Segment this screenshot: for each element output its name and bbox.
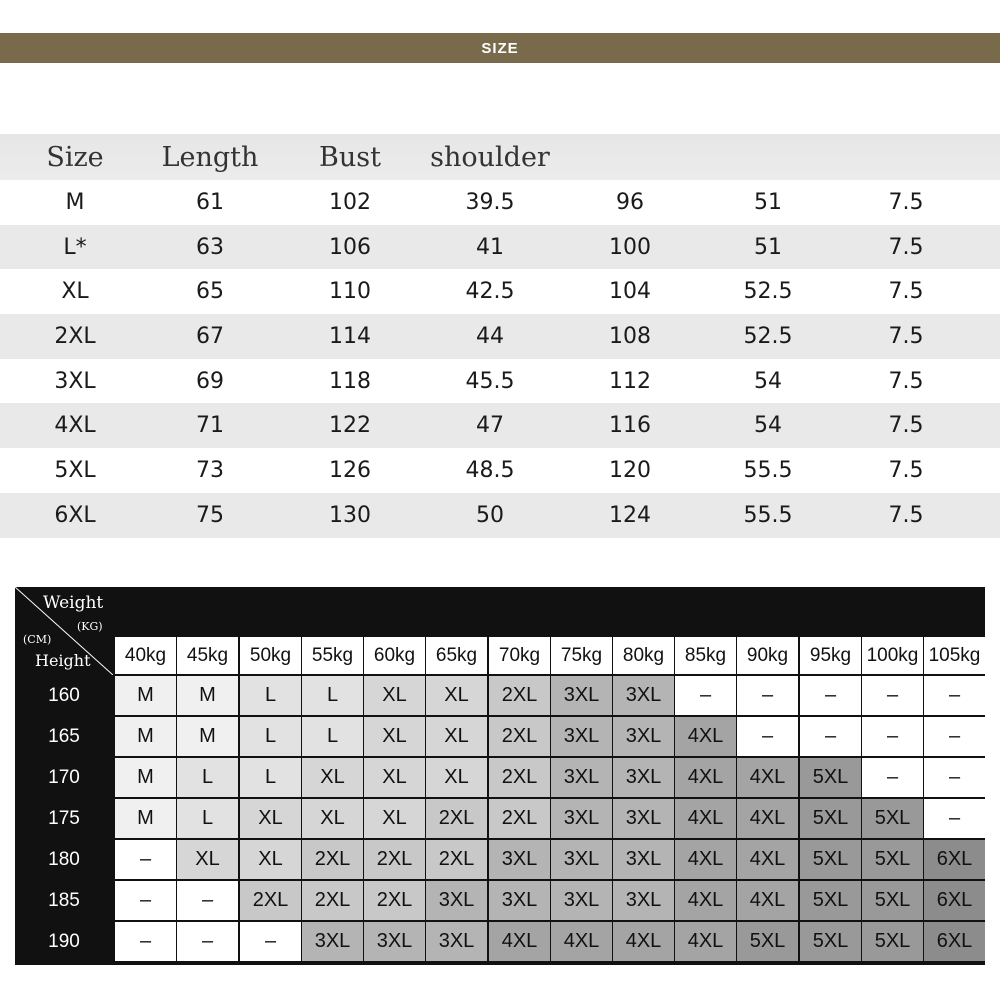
size-recommendation-cell: 3XL [613,881,674,920]
size-cell: 7.5 [888,189,924,215]
weight-header-cell: 105kg [924,637,985,674]
height-header-cell: 180 [15,840,113,879]
size-recommendation-cell: – [177,922,238,961]
size-header-cell: Size [46,141,104,173]
size-cell: 110 [329,279,371,305]
size-cell: 7.5 [888,279,924,305]
size-cell: 52.5 [743,279,793,305]
size-row [0,225,1000,270]
corner-kg-label: (KG) [77,620,103,633]
size-cell: 6XL [54,502,96,528]
size-cell: 67 [196,323,224,349]
size-cell: 100 [609,234,651,260]
height-header-cell: 160 [15,676,113,715]
size-cell: 50 [476,502,504,528]
size-recommendation-cell: XL [364,717,425,756]
size-recommendation-cell: L [240,758,301,797]
size-recommendation-cell: L [177,799,238,838]
size-recommendation-cell: 2XL [426,840,487,879]
size-recommendation-cell: 5XL [800,799,861,838]
weight-header-cell: 75kg [551,637,612,674]
size-recommendation-cell: 5XL [800,758,861,797]
size-cell: M [65,189,85,215]
size-recommendation-cell: XL [426,717,487,756]
size-cell: 7.5 [888,413,924,439]
size-recommendation-cell: 4XL [737,881,798,920]
weight-header-cell: 100kg [862,637,923,674]
size-cell: 42.5 [465,279,515,305]
size-recommendation-cell: 2XL [240,881,301,920]
weight-header-cell: 90kg [737,637,798,674]
size-recommendation-cell: – [800,676,861,715]
size-recommendation-cell: XL [302,799,363,838]
size-row [0,359,1000,404]
size-recommendation-cell: 3XL [489,881,550,920]
weight-header-cell: 60kg [364,637,425,674]
size-cell: L* [63,234,87,260]
size-recommendation-cell: L [177,758,238,797]
size-recommendation-cell: 5XL [737,922,798,961]
size-recommendation-cell: M [115,676,176,715]
size-recommendation-cell: – [800,717,861,756]
size-cell: 54 [754,368,782,394]
corner-height-label: Height [35,651,91,670]
size-cell: 130 [329,502,371,528]
size-recommendation-cell: XL [364,799,425,838]
size-recommendation-cell: – [862,717,923,756]
size-recommendation-cell: 4XL [551,922,612,961]
size-recommendation-cell: 2XL [302,881,363,920]
height-header-cell: 175 [15,799,113,838]
size-recommendation-cell: 5XL [800,840,861,879]
size-cell: 7.5 [888,234,924,260]
size-recommendation-cell: 5XL [862,922,923,961]
size-recommendation-cell: – [862,758,923,797]
size-recommendation-cell: M [177,676,238,715]
size-cell: 45.5 [465,368,515,394]
size-cell: XL [61,279,89,305]
size-recommendation-cell: 2XL [364,840,425,879]
size-cell: 108 [609,323,651,349]
corner-weight-label: Weight [43,593,104,613]
size-recommendation-cell: 3XL [613,840,674,879]
size-recommendation-cell: 3XL [364,922,425,961]
size-cell: 112 [609,368,651,394]
size-cell: 55.5 [743,502,793,528]
size-recommendation-cell: 3XL [613,676,674,715]
size-cell: 69 [196,368,224,394]
size-cell: 106 [329,234,371,260]
size-cell: 41 [476,234,504,260]
size-cell: 47 [476,413,504,439]
size-recommendation-cell: – [924,676,985,715]
height-header-cell: 165 [15,717,113,756]
size-recommendation-cell: 3XL [426,922,487,961]
size-banner [0,33,1000,63]
size-recommendation-cell: 2XL [364,881,425,920]
size-recommendation-cell: 3XL [551,676,612,715]
size-cell: 63 [196,234,224,260]
size-recommendation-cell: 2XL [426,799,487,838]
size-cell: 96 [616,189,644,215]
weight-header-cell: 80kg [613,637,674,674]
size-recommendation-cell: 4XL [737,758,798,797]
weight-height-corner-cell [15,587,113,675]
size-recommendation-cell: 5XL [862,799,923,838]
size-row [0,269,1000,314]
size-cell: 102 [329,189,371,215]
weight-header-cell: 40kg [115,637,176,674]
size-recommendation-cell: 4XL [675,799,736,838]
size-recommendation-cell: – [240,922,301,961]
size-recommendation-cell: 4XL [613,922,674,961]
weight-header-cell: 55kg [302,637,363,674]
fit-table-top-band [115,587,985,637]
size-cell: 5XL [54,457,96,483]
size-recommendation-cell: L [240,676,301,715]
size-cell: 126 [329,457,371,483]
size-row [0,493,1000,538]
size-recommendation-cell: 3XL [551,799,612,838]
size-cell: 7.5 [888,502,924,528]
size-recommendation-cell: M [115,799,176,838]
size-recommendation-cell: XL [364,676,425,715]
size-recommendation-cell: 4XL [675,840,736,879]
size-recommendation-cell: – [737,717,798,756]
size-cell: 52.5 [743,323,793,349]
size-cell: 122 [329,413,371,439]
size-recommendation-cell: XL [240,799,301,838]
size-recommendation-cell: 3XL [613,799,674,838]
size-header-row [0,134,1000,180]
weight-header-cell: 70kg [489,637,550,674]
size-recommendation-cell: 5XL [800,922,861,961]
size-cell: 7.5 [888,368,924,394]
size-recommendation-cell: 3XL [613,717,674,756]
size-recommendation-cell: 4XL [675,922,736,961]
size-recommendation-cell: – [177,881,238,920]
size-row [0,314,1000,359]
size-cell: 104 [609,279,651,305]
corner-cm-label: (CM) [23,633,52,646]
weight-header-cell: 85kg [675,637,736,674]
size-cell: 54 [754,413,782,439]
height-header-cell: 190 [15,922,113,961]
size-recommendation-cell: 3XL [489,840,550,879]
size-cell: 65 [196,279,224,305]
weight-header-cell: 45kg [177,637,238,674]
size-recommendation-cell: 3XL [613,758,674,797]
size-recommendation-cell: 2XL [489,717,550,756]
size-recommendation-cell: 4XL [675,758,736,797]
size-recommendation-cell: XL [426,758,487,797]
size-header-cell: Bust [319,141,381,173]
size-recommendation-cell: 2XL [489,676,550,715]
size-cell: 39.5 [465,189,515,215]
height-header-cell: 185 [15,881,113,920]
size-recommendation-cell: XL [364,758,425,797]
height-header-cell: 170 [15,758,113,797]
size-recommendation-cell: 4XL [675,881,736,920]
size-recommendation-cell: 2XL [302,840,363,879]
size-cell: 51 [754,234,782,260]
size-recommendation-cell: 5XL [862,881,923,920]
size-cell: 51 [754,189,782,215]
size-cell: 73 [196,457,224,483]
size-recommendation-cell: 4XL [489,922,550,961]
size-cell: 124 [609,502,651,528]
size-recommendation-cell: 4XL [737,840,798,879]
size-recommendation-cell: L [302,676,363,715]
size-recommendation-cell: – [115,840,176,879]
size-recommendation-cell: – [675,676,736,715]
size-cell: 118 [329,368,371,394]
weight-header-cell: 50kg [240,637,301,674]
size-recommendation-cell: – [924,799,985,838]
banner-title: SIZE [481,39,519,57]
size-recommendation-cell: 2XL [489,799,550,838]
size-recommendation-cell: 4XL [675,717,736,756]
size-recommendation-cell: 6XL [924,922,985,961]
size-recommendation-cell: XL [177,840,238,879]
size-recommendation-cell: 3XL [426,881,487,920]
size-recommendation-cell: – [862,676,923,715]
size-row [0,180,1000,225]
size-recommendation-cell: L [302,717,363,756]
size-recommendation-cell: 3XL [551,881,612,920]
size-recommendation-cell: 5XL [862,840,923,879]
size-cell: 116 [609,413,651,439]
size-header-cell: shoulder [430,141,550,173]
size-cell: 44 [476,323,504,349]
size-recommendation-cell: XL [426,676,487,715]
size-cell: 75 [196,502,224,528]
size-recommendation-cell: 6XL [924,840,985,879]
size-recommendation-cell: 4XL [737,799,798,838]
size-recommendation-cell: – [924,758,985,797]
size-cell: 7.5 [888,457,924,483]
size-cell: 114 [329,323,371,349]
size-row [0,403,1000,448]
size-cell: 71 [196,413,224,439]
size-recommendation-cell: 2XL [489,758,550,797]
size-cell: 7.5 [888,323,924,349]
weight-header-cell: 65kg [426,637,487,674]
size-row [0,448,1000,493]
size-recommendation-cell: XL [302,758,363,797]
size-recommendation-cell: – [115,881,176,920]
size-recommendation-cell: 6XL [924,881,985,920]
size-recommendation-cell: M [115,717,176,756]
size-recommendation-cell: 3XL [302,922,363,961]
size-recommendation-cell: 5XL [800,881,861,920]
size-cell: 55.5 [743,457,793,483]
size-measurement-table [0,134,1000,538]
size-header-cell: Length [161,141,259,173]
size-recommendation-cell: M [115,758,176,797]
size-recommendation-cell: 3XL [551,840,612,879]
size-cell: 3XL [54,368,96,394]
size-cell: 61 [196,189,224,215]
size-recommendation-cell: – [924,717,985,756]
size-recommendation-cell: L [240,717,301,756]
size-cell: 2XL [54,323,96,349]
size-recommendation-cell: M [177,717,238,756]
size-cell: 4XL [54,413,96,439]
weight-header-cell: 95kg [800,637,861,674]
size-cell: 120 [609,457,651,483]
size-recommendation-cell: – [737,676,798,715]
size-recommendation-cell: 3XL [551,717,612,756]
size-cell: 48.5 [465,457,515,483]
size-recommendation-cell: 3XL [551,758,612,797]
size-recommendation-cell: – [115,922,176,961]
size-recommendation-cell: XL [240,840,301,879]
size-recommendation-table [15,587,985,965]
